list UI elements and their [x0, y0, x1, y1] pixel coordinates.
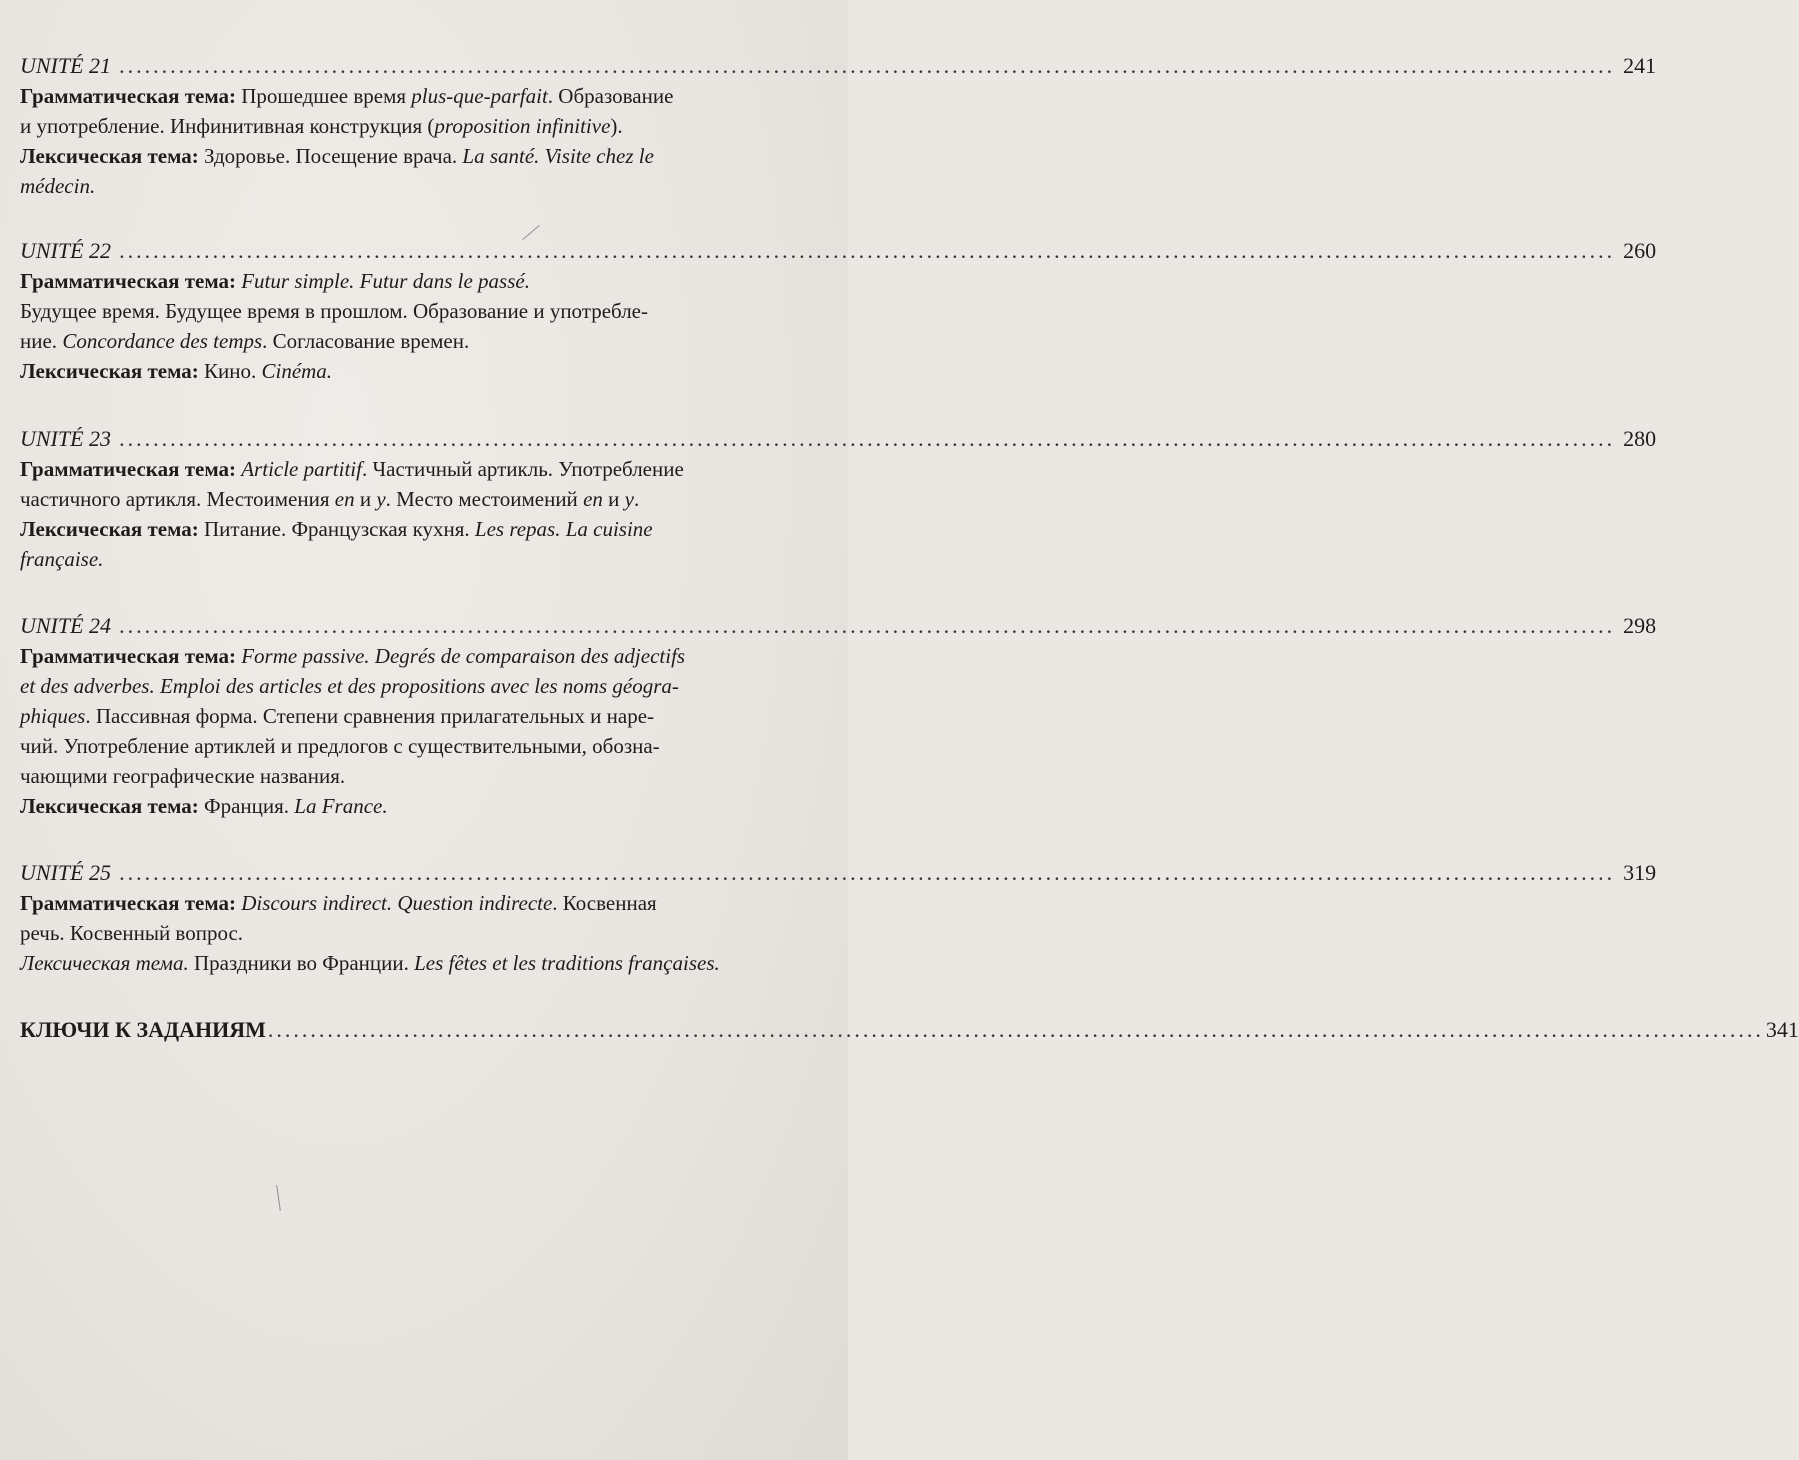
toc-entry-unit-21	[20, 51, 1657, 201]
description-text: ние.	[20, 329, 63, 353]
description-text: и	[602, 487, 625, 511]
description-text: . Частичный артикль. Употребление	[361, 457, 684, 481]
leader-dots: ................................................................................................................................................................................	[267, 1017, 1764, 1042]
topic-label: Лексическая тема:	[20, 359, 199, 383]
description-text: Будущее время. Будущее время в прошлом. Образование и употребле-	[20, 299, 648, 323]
unit-title: UNITÉ 21	[20, 53, 112, 78]
entry-description	[20, 454, 834, 574]
description-text: La santé. Visite chez le	[462, 144, 654, 168]
page-number: 280	[1623, 426, 1657, 451]
toc-heading	[20, 51, 1657, 81]
description-text: Праздники во Франции.	[188, 951, 415, 975]
description-line	[20, 918, 834, 948]
topic-label: Лексическая тема:	[20, 794, 199, 818]
leader-dots: ................................................................................................................................................................................	[119, 426, 1616, 451]
unit-title: UNITÉ 23	[20, 426, 112, 451]
description-text: ).	[610, 114, 623, 138]
description-line	[20, 326, 834, 356]
description-text: чающими географические названия.	[20, 764, 346, 788]
toc-entry-unit-22	[20, 236, 1657, 386]
description-text: Discours indirect. Question indirecte	[241, 891, 553, 915]
toc-heading	[20, 236, 1657, 266]
description-text: Здоровье. Посещение врача.	[198, 144, 463, 168]
description-text: Лексическая тема.	[20, 951, 189, 975]
description-line	[20, 484, 834, 514]
description-line	[20, 761, 834, 791]
description-text: en	[334, 487, 355, 511]
description-line	[20, 111, 834, 141]
leader-dots: ................................................................................................................................................................................	[119, 860, 1616, 885]
description-text: y	[624, 487, 634, 511]
toc-entry-keys	[20, 1015, 1799, 1045]
description-text: Cinéma.	[261, 359, 333, 383]
description-text: . Место местоимений	[385, 487, 584, 511]
description-text: Les fêtes et les traditions françaises.	[414, 951, 720, 975]
entry-description	[20, 81, 834, 201]
description-line	[20, 454, 834, 484]
description-text: Питание. Французская кухня.	[198, 517, 475, 541]
description-line	[20, 141, 834, 171]
description-text: proposition infinitive	[434, 114, 611, 138]
description-text: . Пассивная форма. Степени сравнения прилагательных и наре-	[85, 704, 655, 728]
description-text: Франция.	[198, 794, 295, 818]
description-text: La France.	[294, 794, 388, 818]
page-number: 341	[1765, 1017, 1799, 1042]
entry-description	[20, 266, 834, 386]
description-line	[20, 266, 834, 296]
topic-label: Грамматическая тема:	[20, 84, 236, 108]
page-number: 241	[1623, 53, 1657, 78]
entry-description	[20, 888, 834, 978]
description-text: plus-que-parfait	[411, 84, 548, 108]
description-text: .	[633, 487, 640, 511]
toc-entry-unit-25	[20, 858, 1657, 978]
toc-heading	[20, 858, 1657, 888]
topic-label: Грамматическая тема:	[20, 891, 236, 915]
description-line	[20, 671, 834, 701]
pencil-mark	[276, 1185, 281, 1211]
topic-label: Грамматическая тема:	[20, 457, 236, 481]
topic-label: Лексическая тема:	[20, 517, 199, 541]
page-number: 319	[1623, 860, 1657, 885]
description-text: Forme passive. Degrés de comparaison des adjectifs	[241, 644, 686, 668]
page-number: 298	[1623, 613, 1657, 638]
description-line	[20, 544, 834, 574]
description-text: Futur simple. Futur dans le passé.	[241, 269, 530, 293]
description-text: чий. Употребление артиклей и предлогов с существительными, обозна-	[20, 734, 660, 758]
description-text: . Образование	[547, 84, 674, 108]
description-line	[20, 791, 834, 821]
description-text: . Согласование времен.	[262, 329, 470, 353]
leader-dots: ................................................................................................................................................................................	[119, 238, 1616, 263]
description-text: Прошедшее время	[235, 84, 412, 108]
unit-title: UNITÉ 24	[20, 613, 112, 638]
description-text: et des adverbes. Emploi des articles et des propositions avec les noms géogra-	[20, 674, 679, 698]
description-line	[20, 514, 834, 544]
description-text: Кино.	[198, 359, 262, 383]
toc-heading	[20, 611, 1657, 641]
description-line	[20, 948, 834, 978]
description-text: en	[583, 487, 603, 511]
keys-title: КЛЮЧИ К ЗАДАНИЯМ	[20, 1017, 266, 1042]
toc-entry-unit-23	[20, 424, 1657, 574]
toc-heading	[20, 1015, 1799, 1045]
unit-title: UNITÉ 25	[20, 860, 112, 885]
description-text: phiques	[20, 704, 86, 728]
description-text: частичного артикля. Местоимения	[20, 487, 335, 511]
description-text: y	[376, 487, 386, 511]
description-line	[20, 171, 834, 201]
topic-label: Грамматическая тема:	[20, 644, 236, 668]
leader-dots: ................................................................................................................................................................................	[119, 613, 1616, 638]
description-line	[20, 81, 834, 111]
description-text: и употребление. Инфинитивная конструкция (	[20, 114, 435, 138]
leader-dots: ................................................................................................................................................................................	[119, 53, 1616, 78]
description-line	[20, 356, 834, 386]
description-line	[20, 888, 834, 918]
description-line	[20, 641, 834, 671]
unit-title: UNITÉ 22	[20, 238, 112, 263]
description-text: française.	[20, 547, 104, 571]
description-text: Les repas. La cuisine	[474, 517, 653, 541]
description-text: médecin.	[20, 174, 96, 198]
toc-entry-unit-24	[20, 611, 1657, 821]
description-text: Article partitif	[241, 457, 362, 481]
page-number: 260	[1623, 238, 1657, 263]
description-text: и	[354, 487, 377, 511]
description-line	[20, 701, 834, 731]
description-text: . Косвенная	[552, 891, 657, 915]
description-text: Concordance des temps	[62, 329, 263, 353]
topic-label: Лексическая тема:	[20, 144, 199, 168]
description-text: речь. Косвенный вопрос.	[20, 921, 244, 945]
description-line	[20, 296, 834, 326]
description-line	[20, 731, 834, 761]
topic-label: Грамматическая тема:	[20, 269, 236, 293]
entry-description	[20, 641, 834, 821]
toc-heading	[20, 424, 1657, 454]
